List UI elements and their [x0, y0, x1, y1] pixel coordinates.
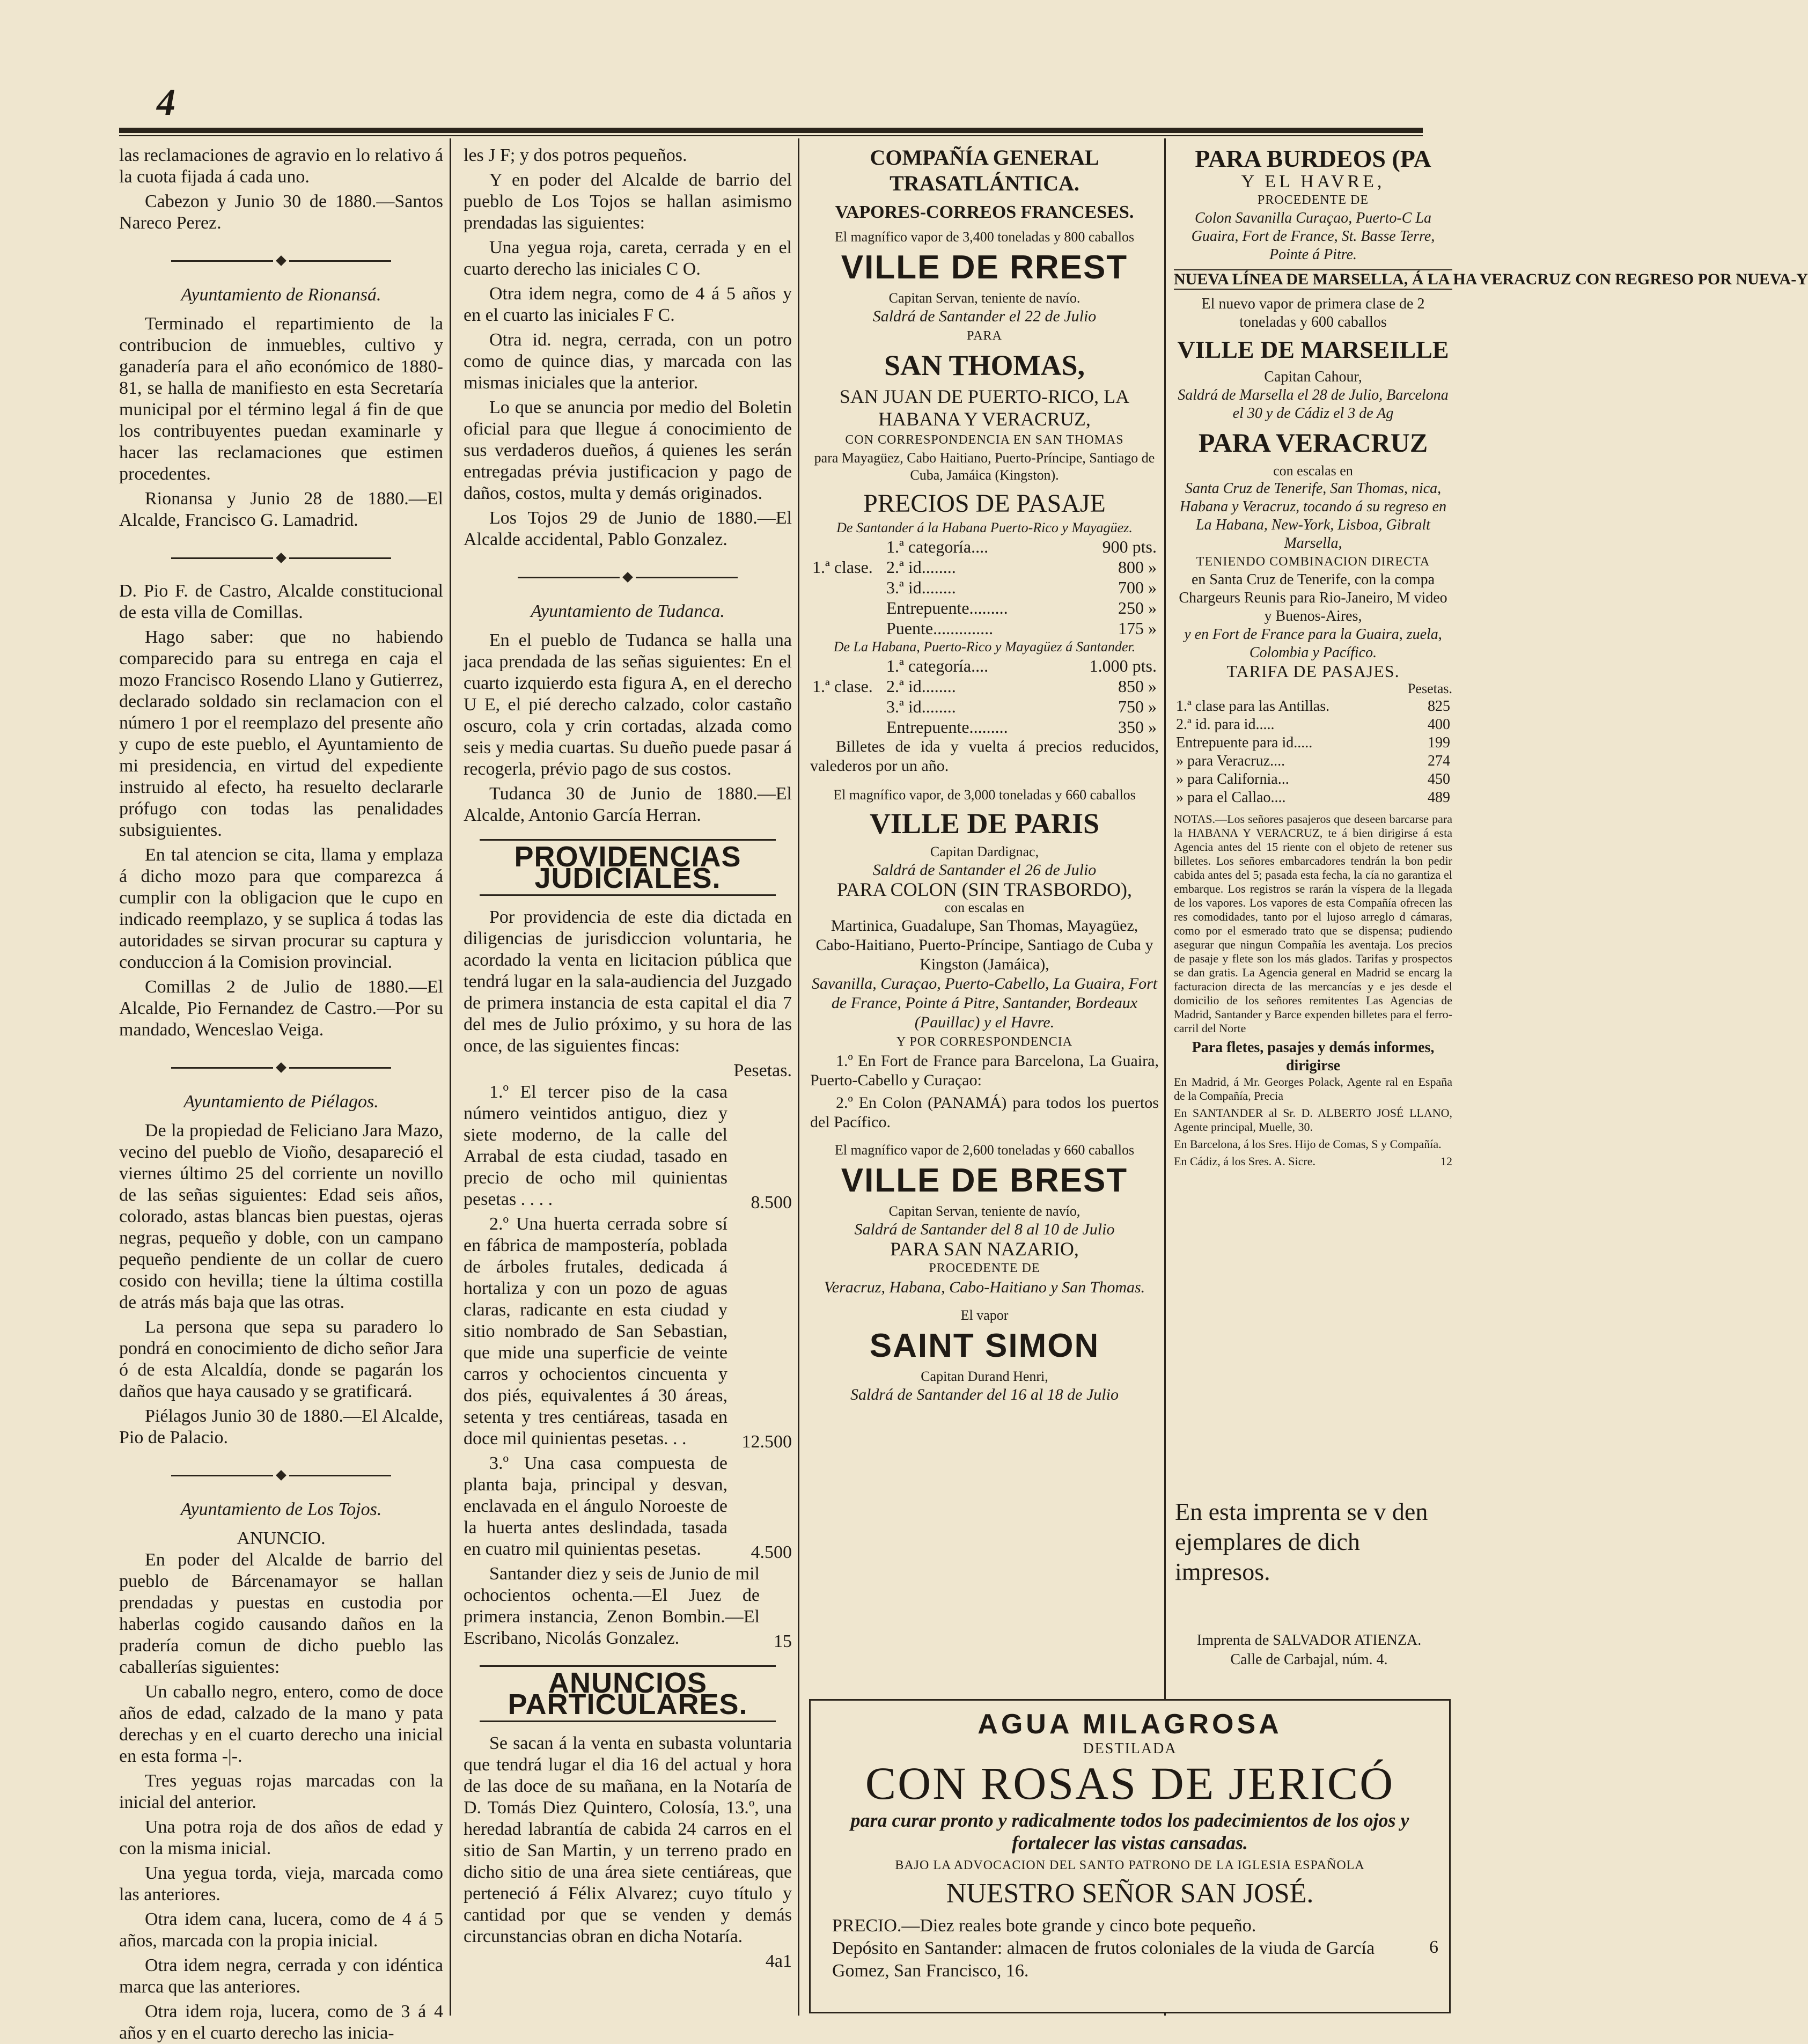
fare-price: 175 » — [1118, 619, 1157, 638]
ship-escalas: con escalas en — [944, 900, 1025, 915]
fare-category: 1.ª categoría.... — [886, 656, 989, 675]
finca-value: 8.500 — [751, 1193, 792, 1212]
company-title: COMPAÑÍA GENERAL TRASATLÁNTICA. — [870, 145, 1099, 195]
paragraph: En poder del Alcalde de barrio del pueblo de Bárcenamayor se hallan prendadas y puestas en custodia por haberlas cogido causando daños en la pradería comun de dicho pueblo las caballerías siguientes: — [119, 1550, 443, 1677]
combination-text: en Santa Cruz de Tenerife, con la compa Chargeurs Reunis para Rio-Janeiro, M video y Buenos-Aires, — [1179, 571, 1447, 624]
list-item: Otra idem roja, lucera, como de 3 á 4 años y en el cuarto derecho las inicia- — [119, 2002, 443, 2043]
fare-price: 250 » — [1118, 598, 1157, 617]
ship-date: Saldrá de Santander del 16 al 18 de Julio — [850, 1386, 1119, 1403]
notice-number: 4a1 — [765, 1951, 792, 1971]
tarifa-row-label: » para el Callao.... — [1176, 789, 1286, 806]
ship-captain: Capitan Durand Henri, — [921, 1369, 1048, 1384]
ornament-divider — [119, 1056, 443, 1077]
pesetas-header: Pesetas. — [733, 1061, 792, 1080]
ad-deposit: Depósito en Santander: almacen de frutos coloniales de la viuda de García Gomez, San Francisco, 16. — [832, 1938, 1375, 1981]
fare-price: 850 » — [1118, 677, 1157, 696]
section-subtitle: ANUNCIO. — [237, 1528, 326, 1548]
section-heading-judicial: PROVIDENCIAS JUDICIALES. — [480, 839, 776, 896]
tarifa-heading: TARIFA DE PASAJES. — [1226, 661, 1400, 681]
notice-number: 15 — [774, 1631, 792, 1651]
finca-row — [464, 1214, 792, 1453]
route-ports: Colon Savanilla Curaçao, Puerto-C La Guaira, Fort de France, St. Basse Terre, Pointe á Pitre. — [1191, 210, 1435, 263]
column-divider — [798, 138, 799, 2016]
fare-price: 1.000 pts. — [1089, 656, 1157, 675]
fare-price: 350 » — [1118, 717, 1157, 737]
ship-intro: El magnífico vapor de 2,600 toneladas y 660 caballos — [834, 1142, 1135, 1158]
ad-title: AGUA MILAGROSA — [978, 1709, 1282, 1740]
section-heading: D. Pio F. de Castro, Alcalde constitucional de esta villa de Comillas. — [119, 581, 443, 622]
header-rule — [119, 128, 1423, 133]
fare-category: Puente.............. — [886, 619, 994, 638]
finca-text: 2.º Una huerta cerrada sobre sí en fábrica de mampostería, poblada de árboles frutales, dedicada á hortaliza y con un pozo de aguas claras, radicante en esta ciudad y sitio nombrado de San Sebastian, que mide una superficie de veinte carros y ochocientos cincuenta y dos piés, equivalentes á 30 áreas, setenta y tres centiáreas, tasada en doce mil quinientas pesetas. . . — [464, 1214, 727, 1449]
ship-date: Saldrá de Marsella el 28 de Julio, Barcelona el 30 y de Cádiz el 3 de Ag — [1178, 387, 1449, 422]
finca-row — [464, 1453, 792, 1563]
signature: Comillas 2 de Julio de 1880.—El Alcalde, Pio Fernandez de Castro.—Por su mandado, Wenceslao Veiga. — [119, 977, 443, 1040]
section-title: Ayuntamiento de Los Tojos. — [180, 1499, 382, 1519]
list-item: Otra idem negra, cerrada y con idéntica marca que las anteriores. — [119, 1955, 443, 1997]
procedente-label: PROCEDENTE DE — [1258, 193, 1369, 207]
paragraph: 1.º En Fort de France para Barcelona, La Guaira, Puerto-Cabello y Curaçao: — [810, 1052, 1159, 1089]
ship-captain: Capitan Cahour, — [1264, 369, 1362, 385]
procedente-label: PROCEDENTE DE — [929, 1261, 1040, 1275]
ship-escalas: con escalas en — [1273, 463, 1353, 479]
fletes-heading: Para fletes, pasajes y demás informes, dirigirse — [1192, 1039, 1435, 1074]
printer-name: Imprenta de SALVADOR ATIENZA. — [1196, 1632, 1422, 1649]
fare-price: 700 » — [1118, 578, 1157, 597]
ornament-divider — [119, 546, 443, 568]
list-item: Otra idem negra, como de 4 á 5 años y en el cuarto las iniciales F C. — [464, 284, 792, 325]
ad-saint: NUESTRO SEÑOR SAN JOSÉ. — [946, 1878, 1314, 1909]
ship-ports: La Habana, New-York, Lisboa, Gibralt Marsella, — [1196, 517, 1430, 552]
paragraph: las reclamaciones de agravio en lo relativo á la cuota fijada á cada uno. — [119, 145, 443, 187]
advertisement-agua-milagrosa — [809, 1699, 1451, 2013]
paragraph: Y en poder del Alcalde de barrio del pueblo de Los Tojos se hallan asimismo prendadas las siguientes: — [464, 170, 792, 233]
signature: Rionansa y Junio 28 de 1880.—El Alcalde, Francisco G. Lamadrid. — [119, 489, 443, 530]
paragraph: les J F; y dos potros pequeños. — [464, 145, 687, 165]
ship-name: VILLE DE RREST — [841, 249, 1128, 286]
finca-value: 4.500 — [751, 1542, 792, 1562]
fare-category: Entrepuente......... — [886, 598, 1008, 617]
ship-destination: PARA VERACRUZ — [1198, 428, 1428, 458]
finca-row — [464, 1082, 792, 1214]
ship-destination-list: SAN JUAN DE PUERTO-RICO, LA HABANA Y VERACRUZ, — [839, 386, 1130, 430]
list-item: Tres yeguas rojas marcadas con la inicial del anterior. — [119, 1771, 443, 1812]
tarifa-row-value: 450 — [1428, 771, 1450, 788]
section-title: Ayuntamiento de Rionansá. — [181, 285, 381, 305]
fare-category: 3.ª id........ — [886, 578, 956, 597]
list-item: Una yegua roja, careta, cerrada y en el cuarto derecho las iniciales C O. — [464, 238, 792, 279]
ad-deposit-row — [811, 1937, 1449, 1982]
list-item: Otra id. negra, cerrada, con un potro como de quince dias, y marcada con las mismas iniciales que la anterior. — [464, 330, 792, 393]
ship-date: Saldrá de Santander del 8 al 10 de Julio — [854, 1220, 1115, 1238]
tarifa-row-label: Entrepuente para id..... — [1176, 734, 1313, 751]
ship-destination: SAN THOMAS, — [884, 349, 1085, 381]
route-title: PARA BURDEOS (PA — [1195, 145, 1431, 172]
ship-ports: Martinica, Guadalupe, San Thomas, Mayagüez, Cabo-Haitiano, Puerto-Príncipe, Santiago de Cuba y Kingston (Jamáica), — [815, 917, 1153, 973]
ship-destination: PARA COLON (SIN TRASBORDO), — [836, 879, 1133, 900]
section-title: Ayuntamiento de Piélagos. — [183, 1092, 379, 1112]
ship-name: SAINT SIMON — [869, 1327, 1100, 1364]
tarifa-row-label: 1.ª clase para las Antillas. — [1176, 698, 1330, 715]
ship-name: VILLE DE MARSEILLE — [1177, 336, 1449, 363]
ship-ports: Santa Cruz de Tenerife, San Thomas, nica, Habana y Veracruz, tocando á su regreso en — [1179, 480, 1447, 515]
notes: NOTAS.—Los señores pasajeros que deseen barcarse para la HABANA Y VERACRUZ, te á bien dirigirse á esta Agencia antes del 15 riente con el objeto de retener sus billetes. Los señores embarcadores tendrán la bon pedir cabida antes del 5; pasada esta fecha, la cía no garantiza el embarque. Los registros se rarán la víspera de la llegada de los vapores. Los vapores de esta Compañía ofrecen las res comodidades, tanto por el lujoso arreglo d cámaras, como por el esmerado trato que se dispensa; pudiendo asegurar que ningun Compañía les aventaja. Los precios de pasaje y flete son los más glados. Tarifas y prospectos se dan gratis. La Agencia general en Madrid se encarg la facturacion directa de las mercancías y e jes desde el domicilio de los señores remitentes Las Agencias de Madrid, Santander y Barce expenden billetes para el ferro-carril del Norte — [1174, 812, 1452, 1035]
ad-price: PRECIO.—Diez reales bote grande y cinco bote pequeño. — [832, 1916, 1256, 1936]
notice-number: 12 — [1440, 1155, 1452, 1168]
section-heading-particulares: ANUNCIOS PARTICULARES. — [480, 1665, 776, 1722]
column-1 — [119, 145, 443, 2043]
fare-category: 2.ª id........ — [886, 677, 956, 696]
tarifa-row-value: 825 — [1428, 698, 1450, 715]
imprenta-footer — [1175, 1631, 1443, 1670]
ship-intro: El vapor — [960, 1307, 1009, 1323]
ship-intro: El magnífico vapor, de 3,000 toneladas y 660 caballos — [833, 787, 1136, 803]
ship-intro: El nuevo vapor de primera clase de 2 toneladas y 600 caballos — [1201, 296, 1425, 330]
paragraph: De la propiedad de Feliciano Jara Mazo, vecino del pueblo de Vioño, desapareció el viernes último 25 del corriente un novillo de las señas siguientes: Edad seis años, colorado, astas blancas bien puestas, ojeras negras, pequeño y doble, con un campano pequeño pendiente de un collar de cuero cosido con hevilla; tiene la última costilla de atrás más baja que las otras. — [119, 1121, 443, 1312]
fares-table — [810, 656, 1159, 737]
signature: Los Tojos 29 de Junio de 1880.—El Alcalde accidental, Pablo Gonzalez. — [464, 508, 792, 549]
fare-category: 2.ª id........ — [886, 557, 956, 577]
finca-text: 3.º Una casa compuesta de planta baja, principal y desvan, enclavada en el ángulo Noroeste de la huerta antes deslindada, tasada en cuatro mil quinientas pesetas. — [464, 1453, 727, 1559]
ornament-divider — [119, 249, 443, 270]
paragraph: En el pueblo de Tudanca se halla una jaca prendada de las señas siguientes: En el cuarto izquierdo esta figura A, en el derecho U E, el pié derecho calzado, color castaño oscuro, cola y crin cortadas, alzada como seis y media cuartas. Su dueño puede pasar á recogerla, prévio pago de sus costos. — [464, 630, 792, 779]
paragraph: Billetes de ida y vuelta á precios reducidos, valederos por un año. — [810, 738, 1159, 775]
agency: En Cádiz, á los Sres. A. Sicre. — [1174, 1155, 1315, 1168]
ornament-divider — [119, 1464, 443, 1485]
agency: En Madrid, á Mr. Georges Polack, Agente ral en España de la Compañía, Precia — [1174, 1075, 1452, 1102]
ship-name: VILLE DE PARIS — [869, 807, 1100, 840]
header-rule-thin — [119, 135, 1423, 136]
ship-name: VILLE DE BREST — [841, 1162, 1128, 1199]
list-item: Una potra roja de dos años de edad y con la misma inicial. — [119, 1817, 443, 1858]
ad-product-name: CON ROSAS DE JERICÓ — [865, 1758, 1395, 1809]
correspondence-label: CON CORRESPONDENCIA EN SAN THOMAS — [845, 433, 1124, 447]
paragraph: Cabezon y Junio 30 de 1880.—Santos Nareco Perez. — [119, 192, 443, 233]
fare-price: 900 pts. — [1102, 537, 1157, 556]
route-line: NUEVA LÍNEA DE MARSELLA, Á LA HA VERACRUZ CON REGRESO POR NUEVA-Y — [1174, 269, 1452, 290]
ship-captain: Capitan Servan, teniente de navío, — [888, 1203, 1081, 1219]
fare-price: 750 » — [1118, 697, 1157, 716]
list-item: Otra idem cana, lucera, como de 4 á 5 años, marcada con la propia inicial. — [119, 1909, 443, 1951]
paragraph: La persona que sepa su paradero lo pondrá en conocimiento de dicho señor Jara ó de esta Alcaldía, donde se pagarán los daños que haya causado y se gratificará. — [119, 1317, 443, 1401]
finca-text: 1.º El tercer piso de la casa número veintidos antiguo, diez y siete moderno, de la calle del Arrabal de esta ciudad, tasado en precio de ocho mil quinientas pesetas . . . . — [464, 1082, 727, 1209]
pesetas-header: Pesetas. — [1407, 681, 1452, 696]
tarifa-row-value: 199 — [1428, 734, 1450, 751]
signature-row — [464, 1563, 792, 1652]
paragraph: 2.º En Colon (PANAMÁ) para todos los puertos del Pacífico. — [810, 1094, 1159, 1131]
imprenta-notice: En esta imprenta se v den ejemplares de dich impresos. — [1175, 1498, 1428, 1585]
combination-label: TENIENDO COMBINACION DIRECTA — [1196, 555, 1430, 569]
ad-tagline: para curar pronto y radicalmente todos los padecimientos de los ojos y fortalecer las vistas cansadas. — [850, 1810, 1409, 1854]
paragraph: Se sacan á la venta en subasta voluntaria que tendrá lugar el dia 16 del actual y hora de las doce de su mañana, en la Notaría de D. Tomás Diez Quintero, Colosía, 13.º, una heredad labrantía de cabida 24 carros en el sitio de San Martin, y un terreno prado en dicho sitio de una área siete centiáreas, que perteneció á Félix Alvarez; cuyo título y cantidad por que se venden y demás circunstancias obran en dicha Notaría. — [464, 1733, 792, 1946]
section-title: Ayuntamiento de Tudanca. — [531, 601, 725, 621]
column-4 — [1174, 145, 1808, 1481]
correspondence-label: Y POR CORRESPONDENCIA — [896, 1035, 1073, 1049]
ship-intro: El magnífico vapor de 3,400 toneladas y 800 caballos — [834, 229, 1135, 245]
signature: Santander diez y seis de Junio de mil ochocientos ochenta.—El Juez de primera instancia, Zenon Bombin.—El Escribano, Nicolás Gonzalez. — [464, 1564, 760, 1648]
correspondence-ports: para Mayagüez, Cabo Haitiano, Puerto-Príncipe, Santiago de Cuba, Jamáica (Kingston). — [814, 450, 1155, 483]
ship-date: Saldrá de Santander el 22 de Julio — [872, 307, 1097, 325]
ship-captain: Capitan Servan, teniente de navío. — [888, 290, 1081, 306]
company-subtitle: VAPORES-CORREOS FRANCESES. — [835, 202, 1134, 222]
fare-category: 1.ª categoría.... — [886, 537, 989, 556]
route-subtitle: Y EL HAVRE, — [1241, 172, 1385, 192]
tarifa-row-value: 489 — [1428, 789, 1450, 806]
tarifa-table — [1174, 697, 1452, 807]
agency: En SANTANDER al Sr. D. ALBERTO JOSÉ LLANO, Agente principal, Muelle, 30. — [1174, 1106, 1452, 1134]
column-2 — [464, 145, 792, 2012]
ornament-divider — [464, 565, 792, 587]
agency: En Barcelona, á los Sres. Hijo de Comas, S y Compañía. — [1174, 1137, 1442, 1151]
ship-para: PARA — [967, 329, 1002, 343]
list-item: Un caballo negro, entero, como de doce años de edad, calzado de la mano y pata derechas y en el cuarto derecho una inicial en esta forma -|-. — [119, 1682, 443, 1766]
fare-category: 3.ª id........ — [886, 697, 956, 716]
fares-route: De Santander á la Habana Puerto-Rico y Mayagüez. — [836, 520, 1133, 535]
combination-text: y en Fort de France para la Guaira, zuela, Colombia y Pacífico. — [1184, 626, 1442, 661]
list-item: Una yegua torda, vieja, marcada como las anteriores. — [119, 1863, 443, 1905]
paragraph: Hago saber: que no habiendo comparecido para su entrega en caja el mozo Francisco Rosendo Llano y Gutierrez, declarado soldado sin reclamacion con el número 1 por el reemplazo del presente año y cupo de este pueblo, el Ayuntamiento de mi presidencia, en virtud del expediente instruido al efecto, ha resuelto declararle prófugo con todas las penalidades subsiguientes. — [119, 627, 443, 840]
page-number: 4 — [157, 82, 175, 123]
paragraph: En tal atencion se cita, llama y emplaza á dicho mozo para que comparezca á cumplir con la obligacion que le cupo en indicado reemplazo, y se suplica á todas las autoridades se sirvan procurar su captura y conduccion á la Comision provincial. — [119, 845, 443, 972]
paragraph: Terminado el repartimiento de la contribucion de inmuebles, cultivo y ganadería para el año económico de 1880-81, se halla de manifiesto en esta Secretaría municipal por el término legal á fin de que los contribuyentes puedan examinarle y hacer las reclamaciones que estimen procedentes. — [119, 314, 443, 484]
column-divider — [450, 138, 451, 2016]
tarifa-row-value: 400 — [1428, 716, 1450, 733]
ship-captain: Capitan Dardignac, — [930, 844, 1039, 859]
tarifa-row-value: 274 — [1428, 753, 1450, 769]
agency-row — [1174, 1155, 1452, 1168]
finca-value: 12.500 — [741, 1432, 792, 1452]
fares-route: De La Habana, Puerto-Rico y Mayagüez á Santander. — [833, 639, 1136, 655]
tarifa-row-label: » para California... — [1176, 771, 1289, 788]
fare-class: 1.ª clase. — [812, 557, 873, 577]
paragraph: Por providencia de este dia dictada en diligencias de jurisdiccion voluntaria, he acordado la venta en licitacion pública que tendrá lugar en la sala-audiencia del Juzgado de primera instancia de esta capital el dia 7 del mes de Julio próximo, y su hora de las once, de las siguientes fincas: — [464, 907, 792, 1056]
tarifa-row-label: 2.ª id. para id..... — [1176, 716, 1275, 733]
ad-subtitle: DESTILADA — [1083, 1740, 1177, 1757]
signature: Piélagos Junio 30 de 1880.—El Alcalde, Pio de Palacio. — [119, 1406, 443, 1447]
notice-number: 6 — [1429, 1937, 1438, 1957]
ship-ports: Veracruz, Habana, Cabo-Haitiano y San Thomas. — [824, 1278, 1145, 1296]
ship-date: Saldrá de Santander el 26 de Julio — [872, 861, 1097, 879]
fares-heading: PRECIOS DE PASAJE — [863, 489, 1106, 518]
fare-category: Entrepuente......... — [886, 717, 1008, 737]
fare-price: 800 » — [1118, 557, 1157, 577]
fares-table — [810, 536, 1159, 638]
fare-class: 1.ª clase. — [812, 677, 873, 696]
printer-address: Calle de Carbajal, núm. 4. — [1230, 1651, 1388, 1668]
ship-ports: Savanilla, Curaçao, Puerto-Cabello, La Guaira, Fort de France, Pointe á Pitre, Santander, Bordeaux (Pauillac) y el Havre. — [811, 975, 1158, 1031]
signature: Tudanca 30 de Junio de 1880.—El Alcalde, Antonio García Herran. — [464, 784, 792, 825]
ship-destination: PARA SAN NAZARIO, — [890, 1238, 1079, 1260]
ad-patronage: BAJO LA ADVOCACION DEL SANTO PATRONO DE LA IGLESIA ESPAÑOLA — [895, 1858, 1365, 1872]
paragraph: Lo que se anuncia por medio del Boletin oficial para que llegue á conocimiento de sus verdaderos dueños, á quienes les serán entregadas prévia justificacion y pago de daños, costos, multa y demás originados. — [464, 398, 792, 503]
tarifa-row-label: » para Veracruz.... — [1176, 753, 1285, 769]
